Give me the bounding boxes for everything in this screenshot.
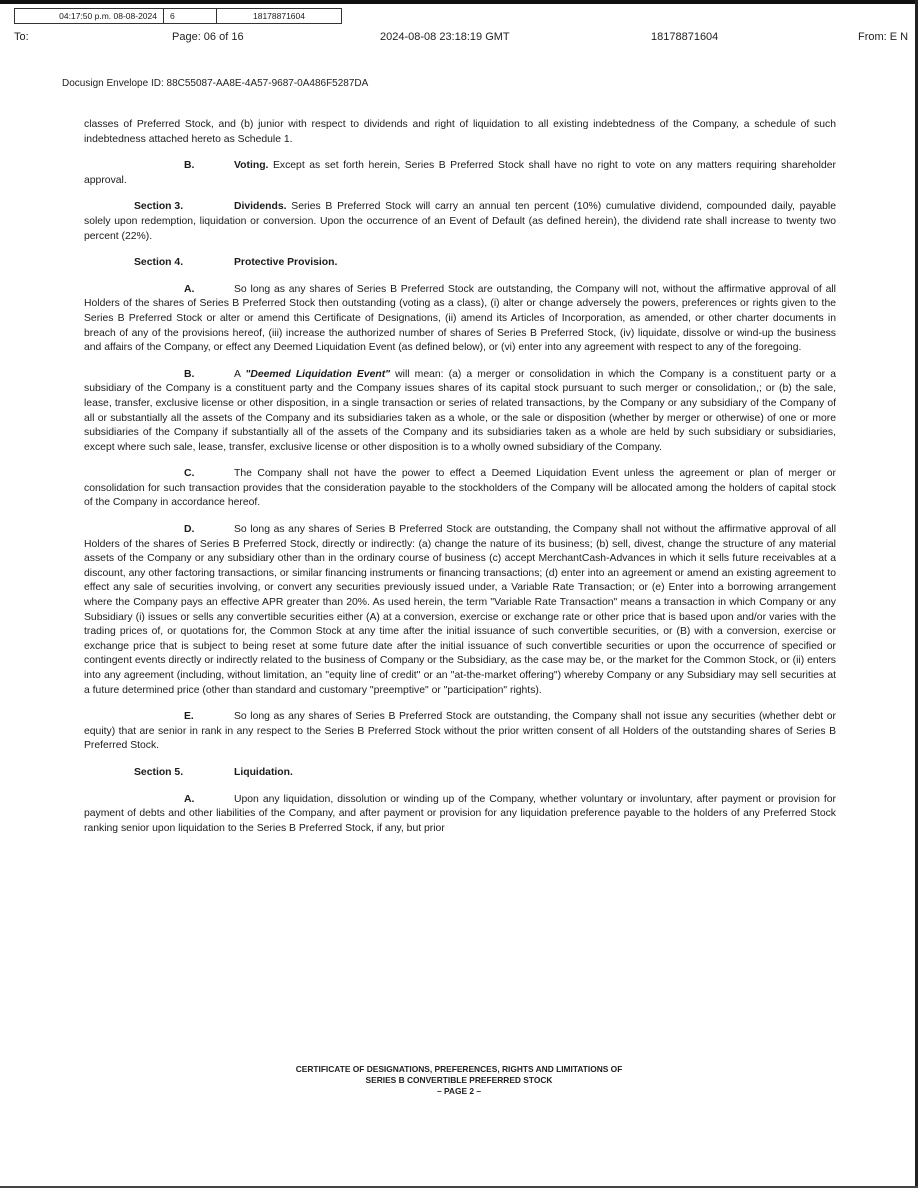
section-4c-letter: C. bbox=[184, 468, 195, 480]
stamp-time: 04:17:50 p.m. 08-08-2024 bbox=[15, 9, 164, 23]
section-4e-paragraph bbox=[84, 710, 836, 754]
section-4a-letter: A. bbox=[184, 283, 195, 295]
section-5a-letter: A. bbox=[184, 793, 195, 805]
section-5a-text: Upon any liquidation, dissolution or winding up of the Company, whether voluntary or involuntary, after payment or provision for payment of debts and other liabilities of the Company, and after payment or provision for any liquidation preference payable to the holders of any Preferred Stock ranking senior upon liquidation to the Series B Preferred Stock, if any, but prior bbox=[84, 793, 836, 834]
section-5a-paragraph bbox=[84, 793, 836, 837]
section-5-heading-row bbox=[84, 766, 836, 781]
voting-heading: Voting. bbox=[234, 160, 269, 172]
fax-stamp bbox=[14, 8, 342, 24]
section-5-heading: Liquidation. bbox=[234, 766, 293, 778]
voting-paragraph bbox=[84, 159, 836, 188]
document-body bbox=[84, 118, 836, 848]
section-4b-text: will mean: (a) a merger or consolidation in which the Company is a constituent party or a subsidiary of the Company is a constituent party and the Company issues shares of its capital stock pursuant to such merger or consolidation,; or (b) the sale, lease, transfer, exclusive license or other disposition, in a single transaction or series of related transactions, by the Company or any subsidiary of the Company of all or substantially all the assets of the Company and its subsidiaries taken as a whole, or the sale or disposition (whether by merger or otherwise) of one or more subsidiaries of the Company if substantially all of the assets of the Company and its subsidiaries taken as a whole are held by such subsidiary or subsidiaries, except where such sale, lease, transfer, exclusive license or other disposition is to a wholly owned subsidiary of the Company. bbox=[84, 368, 836, 453]
section-4-heading-row bbox=[84, 256, 836, 271]
fax-from: From: E N bbox=[858, 31, 909, 43]
section-3-label: Section 3. bbox=[134, 201, 184, 213]
fax-datetime: 2024-08-08 23:18:19 GMT bbox=[380, 31, 510, 43]
fax-page-count: Page: 06 of 16 bbox=[172, 31, 244, 43]
fax-number: 18178871604 bbox=[651, 31, 719, 43]
continued-paragraph: classes of Preferred Stock, and (b) junior with respect to dividends and right of liquidation to all existing indebtedness of the Company, a schedule of such indebtedness attached hereto as Schedule 1. bbox=[84, 119, 836, 145]
section-4-heading: Protective Provision. bbox=[234, 257, 338, 269]
section-4b-prefix: A bbox=[234, 368, 246, 380]
voting-text: Except as set forth herein, Series B Preferred Stock shall have no right to vote on any matters requiring shareholder approval. bbox=[84, 160, 836, 186]
section-4a-text: So long as any shares of Series B Preferred Stock are outstanding, the Company will not, without the affirmative approval of all Holders of the shares of Series B Preferred Stock then outstanding (voting as a class), (i) alter or change adversely the powers, preferences or rights given to the Series B Preferred Stock or alter or amend this Certificate of Designations, (ii) amend its Articles of Incorporation, as amended, or other charter documents in breach of any of the provisions hereof, (iii) increase the authorized number of shares of Series B Preferred Stock, (iv) liquidate, dissolve or wind-up the business and affairs of the Company, or effect any Deemed Liquidation Event (as defined below), or (vi) enter into any agreement with respect to any of the foregoing. bbox=[84, 283, 836, 354]
section-4e-letter: E. bbox=[184, 711, 194, 723]
docusign-envelope-id: Docusign Envelope ID: 88C55087-AA8E-4A57-9687-0A486F5287DA bbox=[62, 78, 369, 89]
section-4b-paragraph bbox=[84, 368, 836, 456]
section-3-paragraph bbox=[84, 200, 836, 244]
section-4a-paragraph bbox=[84, 283, 836, 356]
section-4d-paragraph bbox=[84, 523, 836, 698]
section-4e-text: So long as any shares of Series B Preferred Stock are outstanding, the Company shall not issue any securities (whether debt or equity) that are senior in rank in any respect to the Series B Preferred Stock without the prior written consent of all Holders of the outstanding shares of Series B Preferred Stock. bbox=[84, 711, 836, 752]
top-scan-edge bbox=[0, 0, 918, 4]
section-4-label: Section 4. bbox=[134, 257, 184, 269]
fax-header bbox=[0, 31, 918, 47]
page-footer bbox=[0, 1064, 918, 1097]
voting-letter: B. bbox=[184, 160, 195, 172]
deemed-liquidation-term: "Deemed Liquidation Event" bbox=[245, 368, 391, 380]
fax-to: To: bbox=[14, 31, 29, 43]
section-4b-letter: B. bbox=[184, 368, 195, 380]
footer-line-1: CERTIFICATE OF DESIGNATIONS, PREFERENCES, RIGHTS AND LIMITATIONS OF bbox=[295, 1064, 623, 1074]
section-3-heading: Dividends. bbox=[234, 201, 287, 213]
section-4c-text: The Company shall not have the power to effect a Deemed Liquidation Event unless the agreement or plan of merger or consolidation for such transaction provides that the consideration payable to the stockholders of the Company will be allocated among the holders of capital stock of the Company in accordance hereof. bbox=[84, 468, 836, 509]
section-4d-letter: D. bbox=[184, 524, 195, 536]
section-5-label: Section 5. bbox=[134, 766, 184, 778]
stamp-count: 6 bbox=[164, 9, 217, 23]
section-4d-text: So long as any shares of Series B Preferred Stock are outstanding, the Company shall not without the affirmative approval of all Holders of the shares of Series B Preferred Stock, directly or indirectly: (a) change the nature of its business; (b) sell, divest, change the structure of any material assets of the Company or any subsidiary other than in the ordinary course of business (c) accept MerchantCash-Advances in which it sells future receivables at a discount, any other factoring transactions, or similar financing instruments or financing transactions; (d) enter into an agreement or amend an existing agreement to effect any sale of securities involving, or convert any securities previously issued under, a Variable Rate Transaction; or (e) Enter into a borrowing arrangement where the Company pays an effective APR greater than 20%. As used herein, the term "Variable Rate Transaction" means a transaction in which Company or any Subsidiary (i) issues or sells any convertible securities either (A) at a conversion, exercise or exchange rate or other price that is based upon and/or varies with the trading prices of, or quotations for, the Common Stock at any time after the initial issuance of such convertible securities, or (B) with a conversion, exercise or exchange price that is subject to being reset at some future date after the initial issuance of such convertible securities or upon the occurrence of specified or contingent events directly or indirectly related to the business of Company or the Subsidiary, as the case may be, or the market for the Common Stock, or (ii) enters into any agreement (including, without limitation, an "equity line of credit" or an "at-the-market offering") whereby Company or any Subsidiary may sell securities at a future determined price (other than standard and customary "preemptive" or "participation" rights). bbox=[84, 524, 836, 696]
section-4c-paragraph bbox=[84, 467, 836, 511]
footer-line-2: SERIES B CONVERTIBLE PREFERRED STOCK bbox=[365, 1075, 553, 1085]
footer-page-number: – PAGE 2 – bbox=[436, 1086, 482, 1096]
section-3-text: Series B Preferred Stock will carry an annual ten percent (10%) cumulative dividend, compounded daily, payable solely upon redemption, liquidation or conversion. Upon the occurrence of an Event of Default (as defined herein), the dividend rate shall increase to twenty two percent (22%). bbox=[84, 201, 836, 242]
stamp-number: 18178871604 bbox=[252, 11, 305, 21]
